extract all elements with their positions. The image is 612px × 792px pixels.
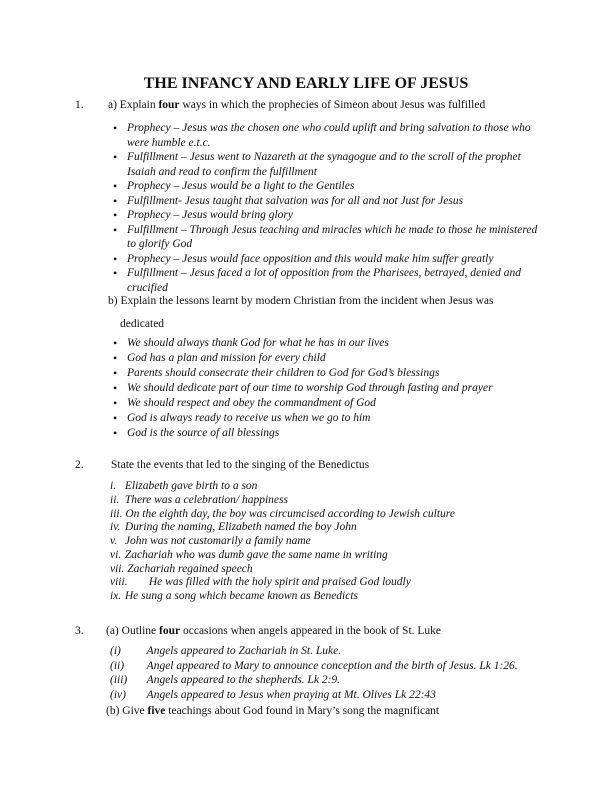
item-numeral: (ii) bbox=[110, 659, 125, 672]
item-text: He was filled with the holy spirit and praised God loudly bbox=[148, 576, 411, 589]
q1a-text: a) Explain bbox=[108, 99, 159, 111]
list-item bbox=[110, 590, 455, 604]
list-item bbox=[110, 521, 455, 535]
question-number-1: 1. bbox=[75, 99, 84, 111]
q3a-text-end: occasions when angels appeared in the book of St. Luke bbox=[180, 625, 442, 637]
list-item: • Prophecy – Jesus would face opposition and this would make him suffer greatly bbox=[113, 252, 543, 267]
item-text: There was a celebration/ happiness bbox=[124, 493, 288, 506]
q2-answer-list bbox=[110, 480, 455, 604]
question-3a bbox=[106, 625, 441, 637]
q1a-answer-list bbox=[113, 121, 543, 295]
list-item: • God has a plan and mission for every child bbox=[113, 351, 493, 366]
list-item: • Prophecy – Jesus was the chosen one who could uplift and bring salvation to those who were humble e.t.c. bbox=[113, 121, 543, 150]
q3b-text-end: teachings about God found in Mary’s song the magnificant bbox=[165, 705, 440, 717]
q3b-bold: five bbox=[147, 705, 166, 717]
list-item bbox=[110, 480, 455, 494]
item-text: Angel appeared to Mary to announce conception and the birth of Jesus. Lk 1:26. bbox=[146, 659, 518, 672]
list-item: • We should always thank God for what he has in our lives bbox=[113, 336, 493, 351]
q1a-text-end: ways in which the prophecies of Simeon about Jesus was fulfilled bbox=[179, 99, 486, 111]
item-text: On the eighth day, the boy was circumcised according to Jewish culture bbox=[125, 507, 455, 520]
list-item bbox=[110, 644, 518, 659]
item-numeral: ii. bbox=[110, 493, 120, 506]
item-text: Zachariah who was dumb gave the same name in writing bbox=[124, 548, 388, 561]
q3a-text: (a) Outline bbox=[106, 625, 160, 637]
q3b-text: (b) Give bbox=[106, 705, 148, 717]
question-number-3: 3. bbox=[75, 625, 84, 637]
item-text: Angels appeared to Zachariah in St. Luke. bbox=[146, 645, 342, 657]
q1a-bold: four bbox=[158, 99, 180, 111]
item-numeral: (iii) bbox=[110, 674, 128, 687]
item-text: John was not customarily a family name bbox=[124, 535, 311, 547]
q3a-answer-list bbox=[110, 644, 518, 703]
list-item bbox=[110, 535, 455, 549]
list-item bbox=[110, 494, 455, 508]
list-item: • Fulfillment – Jesus went to Nazareth at the synagogue and to the scroll of the prophet Isaiah and read to confirm the fulfillment bbox=[113, 150, 543, 179]
item-numeral: ix. bbox=[110, 590, 122, 602]
item-numeral: vi. bbox=[110, 548, 122, 561]
list-item bbox=[110, 659, 518, 674]
question-3b bbox=[106, 705, 439, 717]
item-numeral: i. bbox=[110, 480, 117, 492]
q3a-bold: four bbox=[159, 625, 181, 637]
item-numeral: (i) bbox=[110, 645, 121, 657]
item-text: He sung a song which became known as Benedicts bbox=[124, 590, 359, 602]
item-numeral: iii. bbox=[110, 507, 123, 520]
list-item: • Prophecy – Jesus would bring glory bbox=[113, 208, 543, 223]
list-item bbox=[110, 688, 518, 703]
list-item: • We should respect and obey the commandment of God bbox=[113, 396, 493, 411]
item-numeral: viii. bbox=[110, 576, 128, 589]
item-numeral: iv. bbox=[110, 521, 121, 534]
item-text: Zachariah regained speech bbox=[127, 562, 253, 575]
item-numeral: (iv) bbox=[110, 689, 126, 702]
item-text: Angels appeared to the shepherds. Lk 2:9. bbox=[146, 674, 341, 687]
list-item: • We should dedicate part of our time to worship God through fasting and prayer bbox=[113, 381, 493, 396]
item-numeral: v. bbox=[110, 535, 118, 547]
question-number-2: 2. bbox=[75, 459, 84, 471]
list-item: • God is the source of all blessings bbox=[113, 426, 493, 441]
list-item: • Parents should consecrate their children to God for God’s blessings bbox=[113, 366, 493, 381]
list-item bbox=[110, 673, 518, 688]
item-text: During the naming, Elizabeth named the boy John bbox=[124, 521, 357, 534]
question-1b: b) Explain the lessons learnt by modern Christian from the incident when Jesus was bbox=[108, 295, 494, 307]
item-text: Angels appeared to Jesus when praying at Mt. Olives Lk 22:43 bbox=[146, 689, 436, 702]
list-item bbox=[110, 549, 455, 563]
question-2: State the events that led to the singing of the Benedictus bbox=[111, 459, 370, 471]
list-item: • Prophecy – Jesus would be a light to the Gentiles bbox=[113, 179, 543, 194]
question-1a bbox=[108, 99, 485, 111]
question-1b-cont: dedicated bbox=[120, 318, 165, 330]
page-title: THE INFANCY AND EARLY LIFE OF JESUS bbox=[143, 75, 469, 92]
list-item: • Fulfillment- Jesus taught that salvation was for all and not Just for Jesus bbox=[113, 194, 543, 209]
item-text: Elizabeth gave birth to a son bbox=[124, 480, 258, 492]
list-item: • God is always ready to receive us when we go to him bbox=[113, 411, 493, 426]
list-item: • Fulfillment – Jesus faced a lot of opposition from the Pharisees, betrayed, denied and crucified bbox=[113, 266, 543, 295]
q1b-answer-list bbox=[113, 336, 493, 441]
list-item bbox=[110, 563, 455, 577]
item-numeral: vii. bbox=[110, 562, 125, 575]
list-item bbox=[110, 508, 455, 522]
list-item: • Fulfillment – Through Jesus teaching and miracles which he made to those he ministered to glorify God bbox=[113, 223, 543, 252]
list-item bbox=[110, 576, 455, 590]
